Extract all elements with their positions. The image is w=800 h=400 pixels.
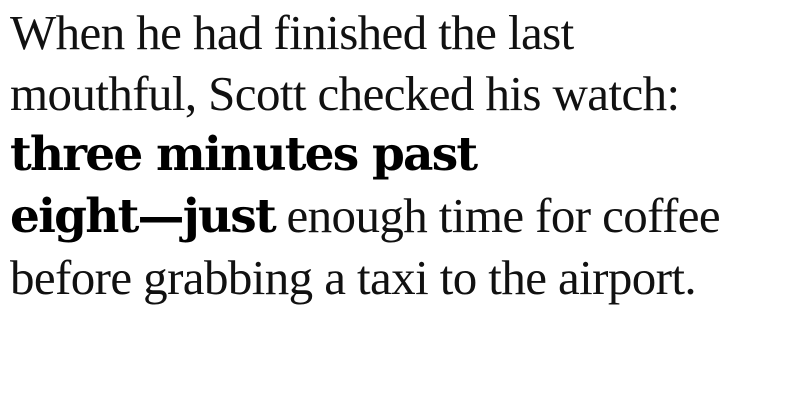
- passage-line-4: [10, 185, 795, 247]
- passage-line-1: When he had finished the last: [10, 5, 574, 60]
- passage-line-5: before grabbing a taxi to the airport.: [10, 250, 697, 305]
- passage-bold-phrase-part-2: eight—just: [10, 189, 275, 244]
- passage-line-4-rest: enough time for coffee: [274, 188, 721, 243]
- passage-line-2: mouthful, Scott checked his watch:: [10, 66, 680, 121]
- passage-paragraph: [10, 2, 795, 308]
- passage-bold-phrase-part-1: three minutes past: [10, 127, 477, 182]
